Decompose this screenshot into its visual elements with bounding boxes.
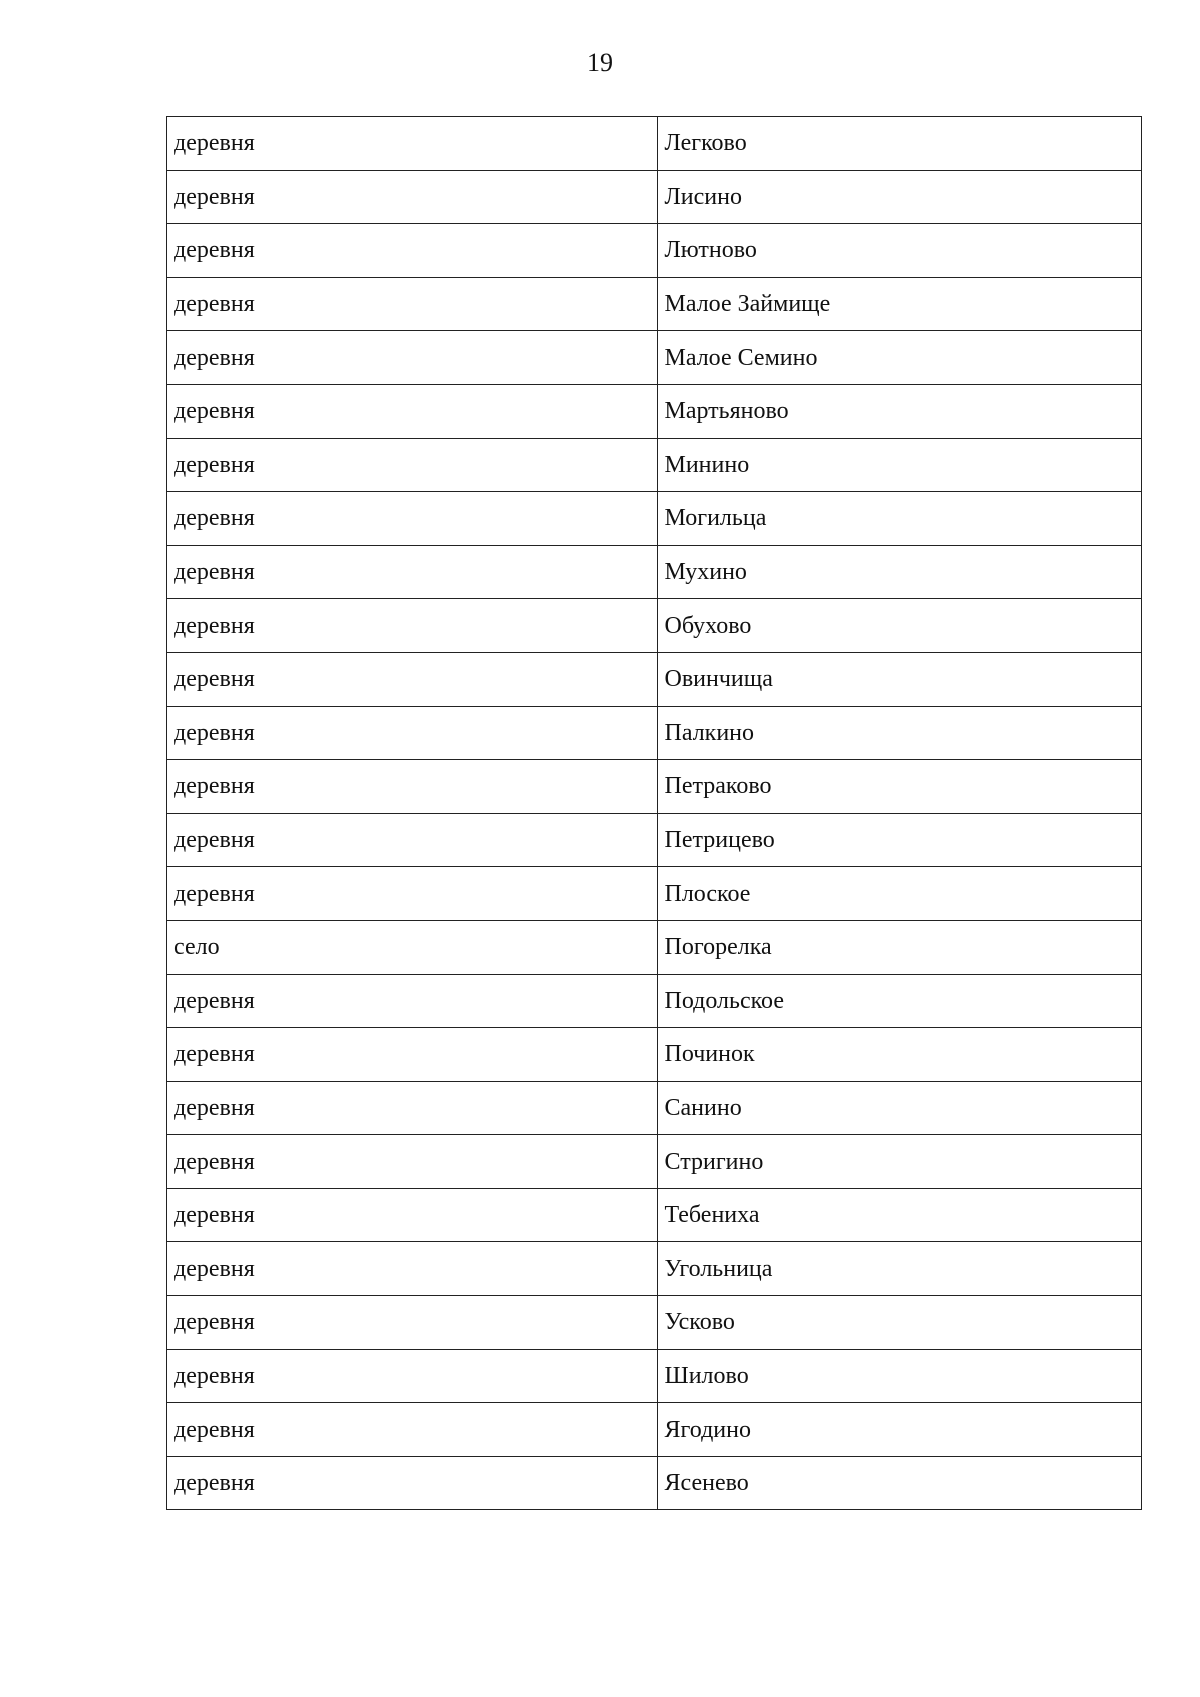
settlement-type-cell: деревня	[167, 1135, 658, 1189]
settlement-name-cell: Угольница	[657, 1242, 1142, 1296]
table-row	[167, 1028, 1142, 1082]
settlement-type-cell: деревня	[167, 492, 658, 546]
settlement-name-cell: Палкино	[657, 706, 1142, 760]
table-row	[167, 492, 1142, 546]
settlement-type-cell: деревня	[167, 331, 658, 385]
settlement-name-cell: Починок	[657, 1028, 1142, 1082]
settlement-name-cell: Могильца	[657, 492, 1142, 546]
settlement-type-cell: деревня	[167, 706, 658, 760]
settlement-name-cell: Плоское	[657, 867, 1142, 921]
table-row	[167, 224, 1142, 278]
settlements-table	[166, 116, 1142, 1510]
table-row	[167, 117, 1142, 171]
settlement-name-cell: Овинчища	[657, 652, 1142, 706]
table-row	[167, 331, 1142, 385]
table-row	[167, 920, 1142, 974]
settlement-name-cell: Легково	[657, 117, 1142, 171]
settlement-name-cell: Ясенево	[657, 1456, 1142, 1510]
settlement-name-cell: Петраково	[657, 760, 1142, 814]
settlement-name-cell: Малое Семино	[657, 331, 1142, 385]
settlement-name-cell: Мухино	[657, 545, 1142, 599]
settlement-type-cell: деревня	[167, 1028, 658, 1082]
table-row	[167, 384, 1142, 438]
table-row	[167, 1456, 1142, 1510]
page-number: 19	[587, 48, 613, 77]
settlement-name-cell: Санино	[657, 1081, 1142, 1135]
settlement-type-cell: деревня	[167, 1403, 658, 1457]
table-row	[167, 277, 1142, 331]
settlement-type-cell: деревня	[167, 652, 658, 706]
settlement-type-cell: деревня	[167, 1349, 658, 1403]
settlement-type-cell: деревня	[167, 1081, 658, 1135]
table-row	[167, 1188, 1142, 1242]
table-row	[167, 1081, 1142, 1135]
settlement-name-cell: Мартьяново	[657, 384, 1142, 438]
table-row	[167, 1242, 1142, 1296]
table-row	[167, 1349, 1142, 1403]
settlement-type-cell: деревня	[167, 117, 658, 171]
settlement-type-cell: деревня	[167, 974, 658, 1028]
settlement-type-cell: деревня	[167, 1296, 658, 1350]
settlement-name-cell: Обухово	[657, 599, 1142, 653]
table-body	[167, 117, 1142, 1510]
settlement-type-cell: деревня	[167, 867, 658, 921]
settlement-name-cell: Подольское	[657, 974, 1142, 1028]
table-row	[167, 1403, 1142, 1457]
settlement-name-cell: Шилово	[657, 1349, 1142, 1403]
table-row	[167, 438, 1142, 492]
settlement-name-cell: Малое Займище	[657, 277, 1142, 331]
settlement-type-cell: село	[167, 920, 658, 974]
table-row	[167, 867, 1142, 921]
settlement-name-cell: Стригино	[657, 1135, 1142, 1189]
table-row	[167, 706, 1142, 760]
settlement-type-cell: деревня	[167, 813, 658, 867]
settlement-type-cell: деревня	[167, 1456, 658, 1510]
table-row	[167, 599, 1142, 653]
table-row	[167, 813, 1142, 867]
table-row	[167, 1135, 1142, 1189]
settlement-type-cell: деревня	[167, 545, 658, 599]
settlement-name-cell: Усково	[657, 1296, 1142, 1350]
table-row	[167, 545, 1142, 599]
table-row	[167, 652, 1142, 706]
settlement-name-cell: Ягодино	[657, 1403, 1142, 1457]
settlement-name-cell: Петрицево	[657, 813, 1142, 867]
settlement-name-cell: Лютново	[657, 224, 1142, 278]
settlement-type-cell: деревня	[167, 599, 658, 653]
settlement-type-cell: деревня	[167, 170, 658, 224]
table-row	[167, 170, 1142, 224]
settlement-type-cell: деревня	[167, 1188, 658, 1242]
settlement-type-cell: деревня	[167, 760, 658, 814]
settlement-type-cell: деревня	[167, 277, 658, 331]
settlement-type-cell: деревня	[167, 224, 658, 278]
settlement-name-cell: Лисино	[657, 170, 1142, 224]
settlement-type-cell: деревня	[167, 384, 658, 438]
table-row	[167, 1296, 1142, 1350]
settlement-type-cell: деревня	[167, 438, 658, 492]
table-row	[167, 760, 1142, 814]
settlement-name-cell: Минино	[657, 438, 1142, 492]
table-row	[167, 974, 1142, 1028]
settlement-type-cell: деревня	[167, 1242, 658, 1296]
settlement-name-cell: Погорелка	[657, 920, 1142, 974]
settlement-name-cell: Тебениха	[657, 1188, 1142, 1242]
